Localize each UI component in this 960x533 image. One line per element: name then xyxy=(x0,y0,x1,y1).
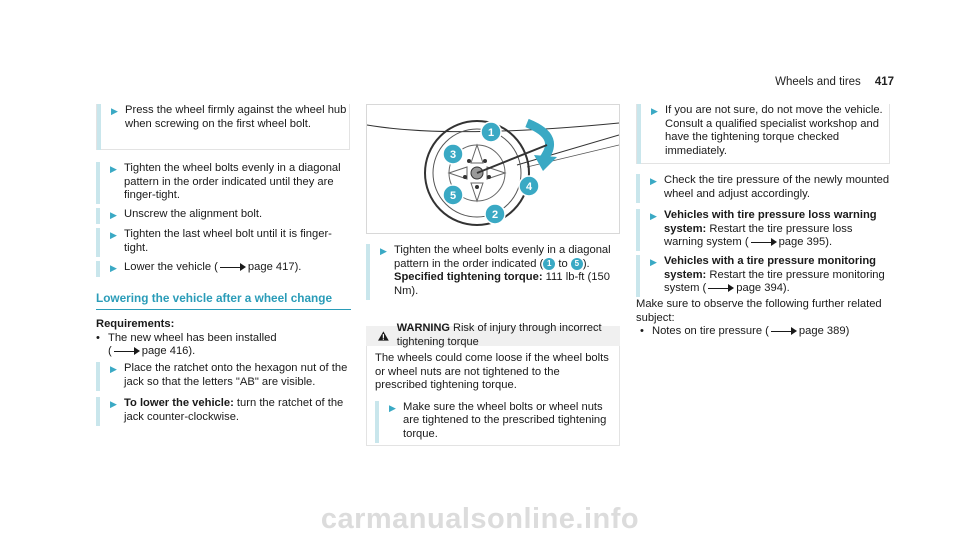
press-note-box xyxy=(96,104,350,150)
page-header xyxy=(775,76,894,90)
requirement-item: • The new wheel has been installed ( page 416). xyxy=(96,331,277,358)
svg-text:2: 2 xyxy=(491,209,499,221)
step-tighten-diagonal: ▶ Tighten the wheel bolts evenly in a diagonal pattern in the order indicated ( 1 to 5 ). Specified tightening torque: 111 lb-ft (150 Nm). xyxy=(366,244,624,300)
page-ref-link[interactable]: page 395). xyxy=(778,236,833,249)
wheel-illustration xyxy=(366,104,620,234)
callout-3 xyxy=(443,144,463,164)
step-arrow-icon: ▶ xyxy=(110,164,117,174)
step-tighten-bolts: ▶ Tighten the wheel bolts evenly in a diagonal pattern in the order indicated until they are finger-tight. xyxy=(96,162,356,204)
warning-header: WARNING Risk of injury through incorrect tightening torque xyxy=(366,326,620,346)
requirements-label: Requirements: xyxy=(96,318,175,330)
page-ref-link[interactable]: page 394). xyxy=(736,282,790,295)
step-arrow-icon: ▶ xyxy=(389,402,396,413)
step-arrow-icon: ▶ xyxy=(110,399,117,409)
page-ref-link[interactable]: page 416). xyxy=(141,345,196,358)
step-unscrew: ▶ Unscrew the alignment bolt. xyxy=(96,208,356,224)
requirements xyxy=(96,318,356,359)
page-ref-arrow-icon xyxy=(220,263,246,271)
step-arrow-icon: ▶ xyxy=(110,230,117,240)
callout-1 xyxy=(481,122,501,142)
section-title-header: Wheels and tires xyxy=(775,76,861,88)
step-check-pressure: ▶ Check the tire pressure of the newly mounted wheel and adjust accordingly. xyxy=(636,174,894,203)
callout-badge: 1 xyxy=(543,258,555,270)
section-heading: Lowering the vehicle after a wheel change xyxy=(96,292,351,310)
step-arrow-icon: ▶ xyxy=(110,364,117,374)
svg-text:4: 4 xyxy=(525,181,533,193)
page-ref-arrow-icon xyxy=(751,238,777,246)
warning-step: ▶ Make sure the wheel bolts or wheel nuts are tightened to the prescribed tightening torque. xyxy=(375,401,611,443)
callout-5 xyxy=(443,185,463,205)
svg-text:1: 1 xyxy=(487,127,495,139)
related-item: • Notes on tire pressure ( page 389) xyxy=(640,325,850,338)
wheel-callouts xyxy=(367,105,619,233)
step-place-ratchet: ▶ Place the ratchet onto the hexagon nut of the jack so that the letters "AB" are visible. xyxy=(96,362,356,391)
callout-4 xyxy=(519,176,539,196)
press-note: ▶ Press the wheel firmly against the wheel hub when screwing on the first wheel bolt. xyxy=(97,104,349,150)
unsure-note-box xyxy=(636,104,890,164)
page-ref-arrow-icon xyxy=(708,284,734,292)
step-arrow-icon: ▶ xyxy=(110,263,117,273)
warning-body: The wheels could come loose if the wheel bolts or wheel nuts are not tightened to the prescribed tightening torque. ▶ Make sure the wheel bolts or wheel nuts are tightened to the prescribed tightening torque. xyxy=(366,346,620,446)
svg-text:5: 5 xyxy=(449,190,457,202)
callout-2 xyxy=(485,204,505,224)
callout-badge: 5 xyxy=(571,258,583,270)
unsure-note: ▶ If you are not sure, do not move the vehicle. Consult a qualified specialist workshop and have the tightening torque checked immediately. xyxy=(637,104,889,164)
step-arrow-icon: ▶ xyxy=(380,246,387,256)
page-ref-link[interactable]: page 417). xyxy=(247,261,302,273)
step-arrow-icon: ▶ xyxy=(650,257,657,267)
step-loss-warning: ▶ Vehicles with tire pressure loss warning system: Restart the tire pressure loss warning system ( page 395). xyxy=(636,209,894,251)
watermark: carmanualsonline.info xyxy=(320,503,640,533)
step-lower-vehicle: ▶ Lower the vehicle ( page 417). xyxy=(96,261,356,277)
page-ref-arrow-icon xyxy=(771,327,797,335)
step-arrow-icon: ▶ xyxy=(111,106,118,116)
page-number: 417 xyxy=(874,76,894,88)
page-ref-link[interactable]: page 389) xyxy=(798,325,850,338)
warning-label: WARNING xyxy=(396,322,450,335)
step-lower-ratchet: ▶ To lower the vehicle: turn the ratchet of the jack counter-clockwise. xyxy=(96,397,356,426)
related-subject: Make sure to observe the following further related subject: • Notes on tire pressure ( page 389) xyxy=(636,298,894,339)
page-ref-arrow-icon xyxy=(114,347,140,355)
svg-text:3: 3 xyxy=(449,149,457,161)
step-arrow-icon: ▶ xyxy=(650,176,657,186)
step-arrow-icon: ▶ xyxy=(110,210,117,220)
warning-icon xyxy=(378,330,389,342)
step-arrow-icon: ▶ xyxy=(651,106,658,116)
step-arrow-icon: ▶ xyxy=(650,211,657,221)
step-tighten-last: ▶ Tighten the last wheel bolt until it is finger-tight. xyxy=(96,228,356,257)
step-pressure-monitoring: ▶ Vehicles with a tire pressure monitoring system: Restart the tire pressure monitoring system ( page 394). xyxy=(636,255,894,297)
